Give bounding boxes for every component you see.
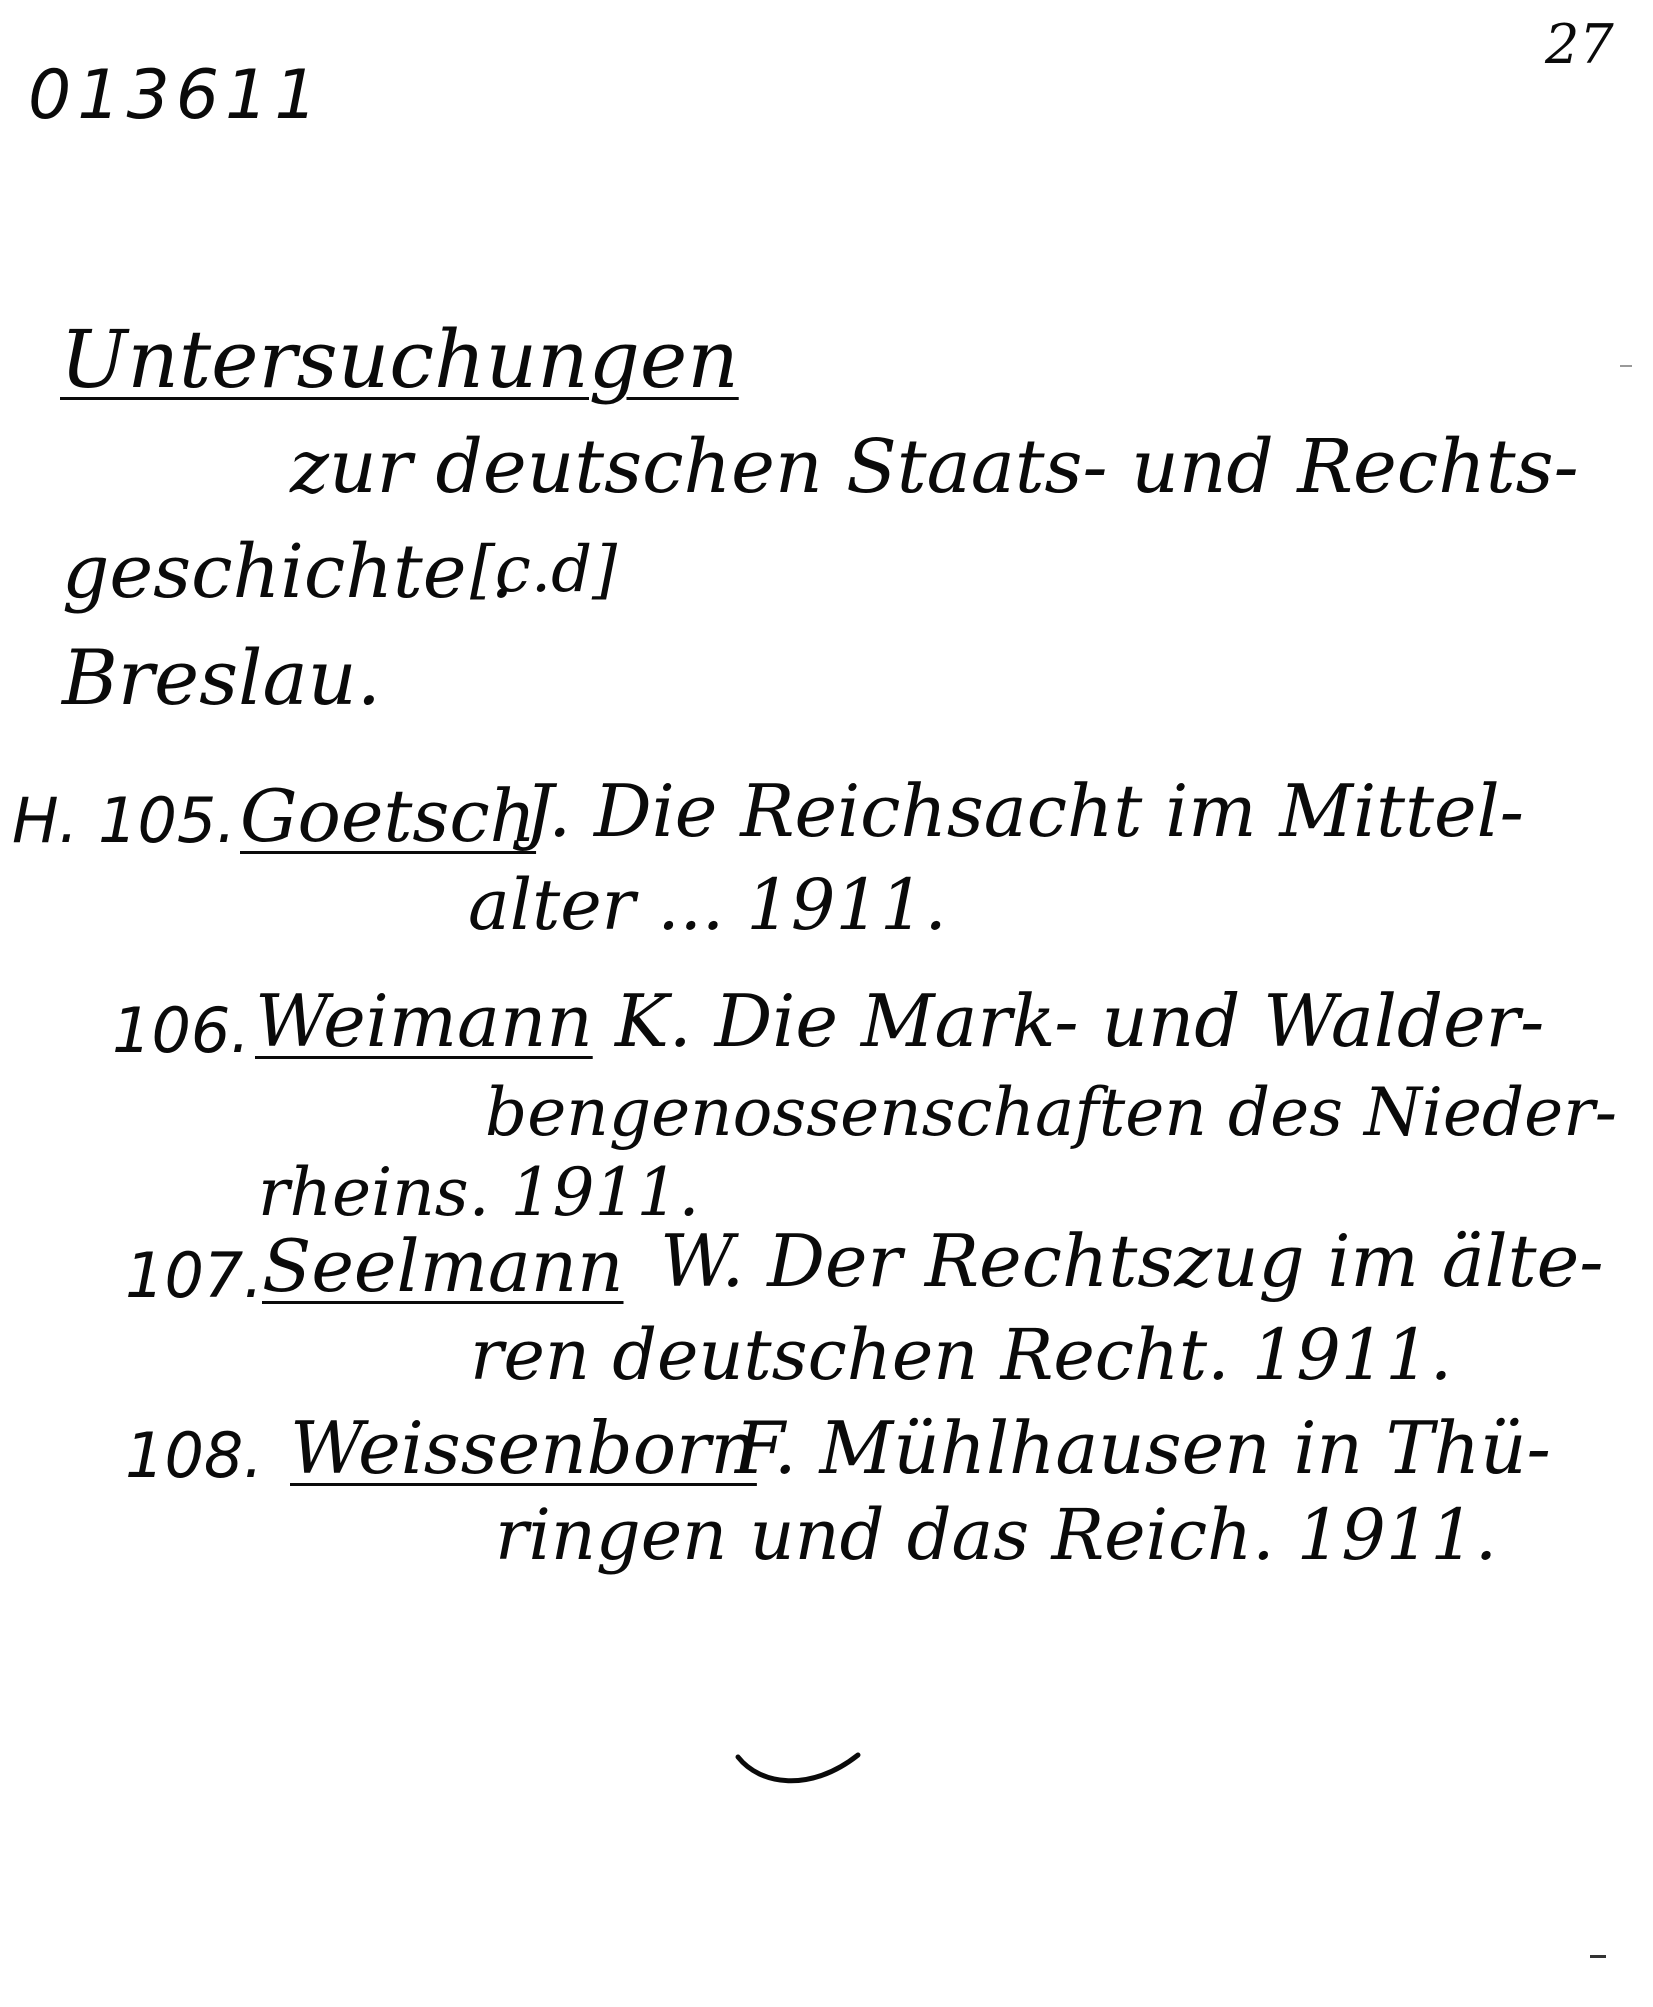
entry-title-line-1: J. Die Reichsacht im Mittel- (525, 769, 1524, 853)
entry-title-line-2: ren deutschen Recht. 1911. (470, 1314, 1453, 1396)
end-swash-mark (730, 1745, 870, 1805)
series-subtitle-line-2: geschichte . (62, 529, 514, 615)
series-subtitle-line-1: zur deutschen Staats- und Rechts- (290, 424, 1579, 510)
call-number: 013611 (28, 56, 324, 135)
entry-number: 108. (125, 1419, 264, 1492)
entry-author: Weimann (255, 979, 593, 1063)
entry-number: 107. (125, 1239, 264, 1312)
entry-title-line-1: W. Der Rechtszug im älte- (660, 1219, 1604, 1303)
series-title: Untersuchungen (60, 313, 739, 406)
entry-number: 106. (112, 994, 251, 1067)
entry-author: Goetsch (240, 774, 537, 858)
entry-title-line-3: rheins. 1911. (258, 1154, 700, 1231)
page-number: 27 (1545, 13, 1614, 76)
entry-title-line-1: F. Mühlhausen in Thü- (735, 1406, 1551, 1490)
entry-title-line-2: bengenossenschaften des Nieder- (485, 1074, 1618, 1151)
place-of-publication: Breslau. (62, 633, 381, 722)
series-note: [c.d] (470, 533, 618, 607)
entry-title-line-2: alter ... 1911. (468, 864, 947, 946)
entry-title-line-1: K. Die Mark- und Walder- (615, 979, 1545, 1063)
entry-author: Seelmann (262, 1224, 624, 1308)
scan-speck-mark (1620, 365, 1632, 367)
entry-number: H. 105. (12, 784, 237, 857)
scan-speck-mark (1590, 1955, 1606, 1958)
entry-author: Weissenborn (290, 1406, 757, 1490)
entry-title-line-2: ringen und das Reich. 1911. (495, 1494, 1498, 1576)
